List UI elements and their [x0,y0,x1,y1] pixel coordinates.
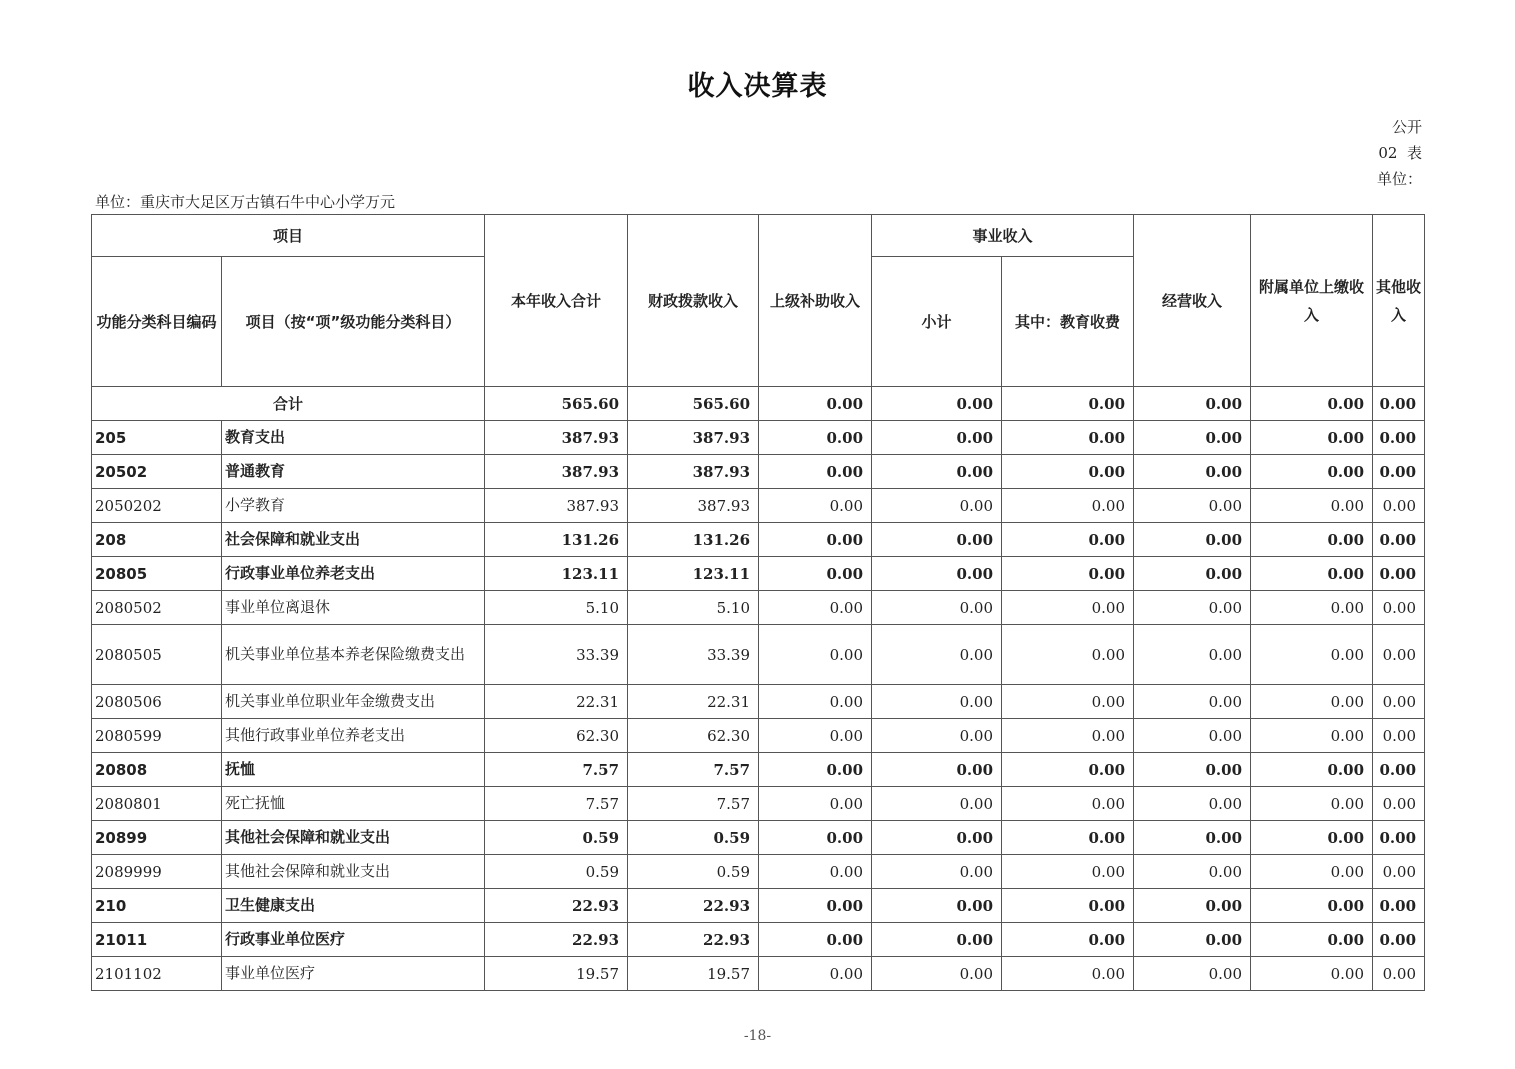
row-value: 0.00 [1251,923,1373,957]
row-value: 0.00 [1373,787,1425,821]
row-value: 0.00 [759,455,872,489]
reporting-unit: 单位：重庆市大足区万古镇石牛中心小学万元 [95,193,396,211]
table-row [92,719,1425,753]
row-value: 0.00 [872,855,1002,889]
page-number: -18- [743,1028,772,1044]
table-row [92,421,1425,455]
row-value: 0.00 [1134,753,1251,787]
row-value: 0.00 [1134,557,1251,591]
row-code: 2089999 [92,855,222,889]
row-value: 0.00 [1134,421,1251,455]
row-value: 0.00 [1134,821,1251,855]
row-value: 0.00 [1002,455,1134,489]
row-value: 0.00 [1134,455,1251,489]
table-row [92,455,1425,489]
table-row [92,923,1425,957]
row-value: 387.93 [628,455,759,489]
row-value: 0.00 [759,821,872,855]
row-value: 0.00 [1002,625,1134,685]
row-value: 387.93 [628,489,759,523]
total-value: 0.00 [1373,387,1425,421]
row-value: 0.00 [1251,719,1373,753]
row-value: 0.00 [1373,719,1425,753]
row-value: 0.00 [759,523,872,557]
row-value: 0.00 [1373,685,1425,719]
row-value: 0.00 [1251,523,1373,557]
row-code: 20502 [92,455,222,489]
row-value: 0.00 [872,685,1002,719]
row-value: 387.93 [485,421,628,455]
total-label: 合计 [92,387,485,421]
row-value: 123.11 [485,557,628,591]
row-name: 抚恤 [222,753,485,787]
table-row [92,557,1425,591]
row-code: 2101102 [92,957,222,991]
row-value: 0.00 [1251,855,1373,889]
row-value: 0.59 [485,821,628,855]
row-value: 19.57 [485,957,628,991]
row-code: 20899 [92,821,222,855]
row-value: 7.57 [628,753,759,787]
row-value: 0.00 [872,957,1002,991]
row-value: 0.00 [1002,591,1134,625]
row-code: 2050202 [92,489,222,523]
meta-line-unit: 单位： [1376,170,1422,188]
row-value: 0.00 [1373,625,1425,685]
row-value: 0.00 [872,455,1002,489]
row-name: 行政事业单位养老支出 [222,557,485,591]
row-value: 0.00 [1002,557,1134,591]
row-name: 事业单位离退休 [222,591,485,625]
row-value: 0.00 [1251,753,1373,787]
row-code: 2080801 [92,787,222,821]
row-value: 0.00 [1002,855,1134,889]
header-project: 项目 [92,215,485,257]
header-item: 项目（按“项”级功能分类科目） [222,257,485,387]
row-value: 0.59 [485,855,628,889]
row-value: 123.11 [628,557,759,591]
row-value: 0.00 [1251,889,1373,923]
row-value: 387.93 [485,489,628,523]
row-value: 0.00 [759,753,872,787]
row-name: 普通教育 [222,455,485,489]
row-value: 0.00 [1134,591,1251,625]
row-value: 33.39 [485,625,628,685]
row-code: 20805 [92,557,222,591]
row-code: 2080505 [92,625,222,685]
header-fiscal: 财政拨款收入 [628,215,759,387]
row-name: 卫生健康支出 [222,889,485,923]
row-value: 0.00 [1002,719,1134,753]
row-value: 0.00 [1251,421,1373,455]
row-name: 事业单位医疗 [222,957,485,991]
row-value: 22.93 [485,889,628,923]
total-value: 0.00 [872,387,1002,421]
row-value: 131.26 [485,523,628,557]
row-value: 0.00 [872,889,1002,923]
header-subtotal: 小计 [872,257,1002,387]
header-business: 事业收入 [872,215,1134,257]
row-value: 0.00 [1251,821,1373,855]
row-value: 0.00 [1134,719,1251,753]
row-value: 22.93 [485,923,628,957]
table-row [92,753,1425,787]
row-value: 0.00 [1373,557,1425,591]
row-value: 0.00 [1373,523,1425,557]
row-code: 21011 [92,923,222,957]
row-value: 0.59 [628,821,759,855]
total-value: 0.00 [759,387,872,421]
row-value: 5.10 [485,591,628,625]
row-value: 0.00 [1002,421,1134,455]
row-value: 22.93 [628,923,759,957]
total-value: 0.00 [1002,387,1134,421]
row-value: 0.00 [759,591,872,625]
table-row [92,957,1425,991]
row-value: 0.00 [759,923,872,957]
row-value: 0.00 [1373,855,1425,889]
row-name: 机关事业单位基本养老保险缴费支出 [222,625,485,685]
header-superior: 上级补助收入 [759,215,872,387]
row-value: 0.00 [1002,523,1134,557]
row-value: 0.00 [759,889,872,923]
header-other: 其他收入 [1373,215,1425,387]
row-value: 0.00 [1002,685,1134,719]
row-name: 机关事业单位职业年金缴费支出 [222,685,485,719]
row-value: 0.00 [1251,557,1373,591]
row-name: 其他社会保障和就业支出 [222,821,485,855]
row-code: 2080502 [92,591,222,625]
row-code: 208 [92,523,222,557]
row-value: 0.00 [1002,821,1134,855]
row-value: 0.00 [1373,889,1425,923]
row-code: 2080599 [92,719,222,753]
row-value: 0.00 [759,557,872,591]
table-row [92,685,1425,719]
row-value: 0.00 [1134,787,1251,821]
row-value: 0.59 [628,855,759,889]
row-name: 其他社会保障和就业支出 [222,855,485,889]
row-value: 22.93 [628,889,759,923]
row-value: 0.00 [1134,489,1251,523]
page-title: 收入决算表 [687,71,828,102]
meta-line-public: 公开 [1391,118,1422,136]
row-code: 20808 [92,753,222,787]
row-value: 0.00 [1134,625,1251,685]
row-value: 0.00 [872,557,1002,591]
row-value: 0.00 [1373,455,1425,489]
row-value: 131.26 [628,523,759,557]
row-value: 0.00 [1373,923,1425,957]
row-value: 0.00 [872,753,1002,787]
row-value: 387.93 [485,455,628,489]
row-value: 0.00 [759,855,872,889]
row-value: 0.00 [1373,421,1425,455]
row-code: 2080506 [92,685,222,719]
row-value: 0.00 [872,625,1002,685]
row-value: 387.93 [628,421,759,455]
row-value: 33.39 [628,625,759,685]
row-value: 0.00 [872,719,1002,753]
row-value: 62.30 [485,719,628,753]
row-value: 0.00 [1002,489,1134,523]
row-value: 0.00 [1134,523,1251,557]
total-value: 565.60 [485,387,628,421]
table-row [92,523,1425,557]
row-name: 教育支出 [222,421,485,455]
row-name: 其他行政事业单位养老支出 [222,719,485,753]
row-value: 0.00 [872,923,1002,957]
table-row [92,889,1425,923]
row-value: 0.00 [1134,685,1251,719]
row-value: 0.00 [1134,923,1251,957]
row-value: 0.00 [872,787,1002,821]
row-value: 19.57 [628,957,759,991]
row-name: 死亡抚恤 [222,787,485,821]
row-value: 0.00 [872,489,1002,523]
header-edu-fee: 其中：教育收费 [1002,257,1134,387]
row-code: 210 [92,889,222,923]
row-value: 0.00 [1251,787,1373,821]
row-value: 0.00 [1134,855,1251,889]
row-value: 0.00 [759,719,872,753]
row-value: 0.00 [759,787,872,821]
row-name: 社会保障和就业支出 [222,523,485,557]
row-value: 0.00 [1251,455,1373,489]
row-value: 0.00 [759,685,872,719]
row-value: 0.00 [1134,889,1251,923]
row-value: 0.00 [1002,787,1134,821]
table-row [92,821,1425,855]
total-value: 0.00 [1134,387,1251,421]
row-value: 0.00 [1373,591,1425,625]
row-value: 0.00 [1251,957,1373,991]
row-value: 7.57 [628,787,759,821]
row-value: 0.00 [759,957,872,991]
table-row [92,489,1425,523]
row-value: 0.00 [872,591,1002,625]
row-value: 7.57 [485,787,628,821]
row-value: 0.00 [1002,923,1134,957]
header-operating: 经营收入 [1134,215,1251,387]
row-value: 22.31 [628,685,759,719]
row-value: 0.00 [1002,753,1134,787]
row-value: 0.00 [759,489,872,523]
row-value: 0.00 [1251,489,1373,523]
row-value: 0.00 [1373,821,1425,855]
table-row [92,625,1425,685]
total-value: 565.60 [628,387,759,421]
row-value: 0.00 [872,523,1002,557]
row-value: 0.00 [1251,591,1373,625]
table-row [92,591,1425,625]
table-row [92,787,1425,821]
total-value: 0.00 [1251,387,1373,421]
row-value: 5.10 [628,591,759,625]
row-value: 0.00 [872,821,1002,855]
header-total-income: 本年收入合计 [485,215,628,387]
row-value: 0.00 [1251,625,1373,685]
row-name: 小学教育 [222,489,485,523]
header-affiliated: 附属单位上缴收入 [1251,215,1373,387]
row-value: 0.00 [1002,957,1134,991]
row-value: 0.00 [1373,489,1425,523]
row-value: 7.57 [485,753,628,787]
income-table [91,214,1425,991]
row-value: 0.00 [1251,685,1373,719]
row-value: 0.00 [1373,957,1425,991]
row-name: 行政事业单位医疗 [222,923,485,957]
row-value: 62.30 [628,719,759,753]
row-value: 0.00 [872,421,1002,455]
row-value: 0.00 [1134,957,1251,991]
total-row [92,387,1425,421]
table-meta [1377,114,1422,192]
row-value: 0.00 [1373,753,1425,787]
header-code: 功能分类科目编码 [92,257,222,387]
row-value: 0.00 [759,421,872,455]
row-value: 0.00 [1002,889,1134,923]
row-value: 22.31 [485,685,628,719]
table-row [92,855,1425,889]
row-code: 205 [92,421,222,455]
row-value: 0.00 [759,625,872,685]
meta-line-table-no: 02 表 [1378,144,1422,162]
